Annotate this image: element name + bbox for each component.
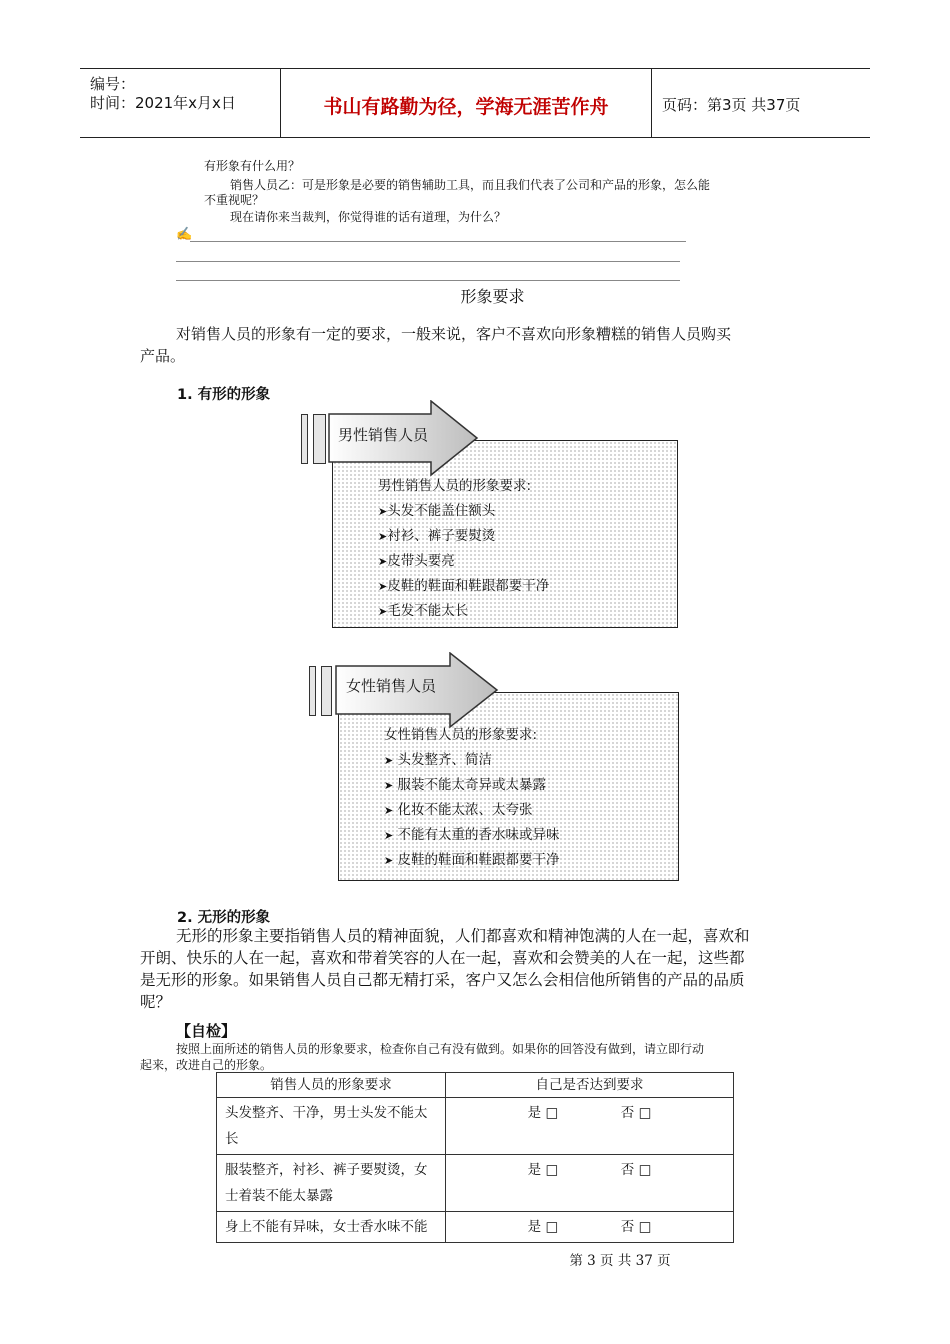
answer-cell <box>446 1098 734 1155</box>
bullet-arrow-icon: ➤ <box>384 779 394 792</box>
header-meta <box>80 69 281 137</box>
table-row <box>217 1155 734 1212</box>
answer-line[interactable] <box>176 261 680 262</box>
yes-checkbox[interactable]: 是 □ <box>527 1162 559 1178</box>
dialogue-line-1: 有形象有什么用？ <box>204 159 301 173</box>
list-item: ➤衬衫、裤子要熨烫 <box>378 528 496 544</box>
list-item: ➤ 头发整齐、简洁 <box>384 752 493 768</box>
bullet-arrow-icon: ➤ <box>378 530 388 543</box>
bullet-arrow-icon: ➤ <box>384 804 394 817</box>
dialogue-line-3: 现在请你来当裁判，你觉得谁的话有道理，为什么？ <box>230 210 507 224</box>
intangible-line-1: 无形的形象主要指销售人员的精神面貌，人们都喜欢和精神饱满的人在一起，喜欢和 <box>176 927 750 945</box>
list-item: ➤皮鞋的鞋面和鞋跟都要干净 <box>378 578 550 594</box>
number-label: 编号： <box>90 75 136 93</box>
pen-icon: ✍ <box>176 227 193 242</box>
page-header <box>80 68 870 138</box>
yes-checkbox[interactable]: 是 □ <box>527 1105 559 1121</box>
list-item: ➤毛发不能太长 <box>378 603 469 619</box>
bullet-arrow-icon: ➤ <box>378 605 388 618</box>
male-requirements-list <box>378 474 549 624</box>
requirement-cell: 头发整齐、干净，男士头发不能太 长 <box>217 1098 446 1155</box>
page-footer: 第 3 页 共 37 页 <box>569 1253 671 1269</box>
decor-bar <box>321 666 332 716</box>
decor-bar <box>313 414 326 464</box>
header-page-cell <box>652 69 870 137</box>
list-item: ➤ 皮鞋的鞋面和鞋跟都要干净 <box>384 852 560 868</box>
answer-cell <box>446 1212 734 1243</box>
answer-line[interactable] <box>176 280 680 281</box>
dialogue-line-2a: 销售人员乙：可是形象是必要的销售辅助工具，而且我们代表了公司和产品的形象，怎么能 <box>230 178 711 192</box>
table-header-row <box>217 1073 734 1098</box>
female-list-title: 女性销售人员的形象要求: <box>384 727 538 743</box>
column-header: 自己是否达到要求 <box>446 1073 734 1098</box>
decor-bar <box>309 666 316 716</box>
table-row <box>217 1212 734 1243</box>
motto: 书山有路勤为径，学海无涯苦作舟 <box>323 96 609 118</box>
date-label: 时间：2021年x月x日 <box>90 94 236 112</box>
male-arrow-label: 男性销售人员 <box>338 426 429 444</box>
tangible-heading: 1. 有形的形象 <box>177 387 271 403</box>
bullet-arrow-icon: ➤ <box>384 754 394 767</box>
column-header: 销售人员的形象要求 <box>217 1073 446 1098</box>
intro-line-1: 对销售人员的形象有一定的要求，一般来说，客户不喜欢向形象糟糕的销售人员购买 <box>176 325 732 343</box>
intangible-line-4: 呢？ <box>140 993 172 1011</box>
list-item: ➤头发不能盖住额头 <box>378 503 496 519</box>
bullet-arrow-icon: ➤ <box>378 555 388 568</box>
selfcheck-instruction-2: 起来，改进自己的形象。 <box>140 1058 273 1072</box>
intangible-line-3: 是无形的形象。如果销售人员自己都无精打采，客户又怎么会相信他所销售的产品的品质 <box>140 971 745 989</box>
female-arrow-label: 女性销售人员 <box>346 677 437 695</box>
male-list-title: 男性销售人员的形象要求: <box>378 478 532 494</box>
selfcheck-table <box>216 1072 734 1243</box>
page-label: 页码：第3页 共37页 <box>662 96 801 114</box>
bullet-arrow-icon: ➤ <box>378 580 388 593</box>
header-motto-cell <box>281 69 652 137</box>
answer-cell <box>446 1155 734 1212</box>
answer-line[interactable] <box>190 241 686 242</box>
no-checkbox[interactable]: 否 □ <box>620 1162 652 1178</box>
requirement-cell: 身上不能有异味，女士香水味不能 <box>217 1212 446 1243</box>
list-item: ➤ 不能有太重的香水味或异味 <box>384 827 560 843</box>
selfcheck-heading: 【自检】 <box>176 1022 237 1040</box>
intro-line-2: 产品。 <box>140 347 186 365</box>
yes-checkbox[interactable]: 是 □ <box>527 1219 559 1235</box>
requirement-cell: 服装整齐，衬衫、裤子要熨烫，女 士着装不能太暴露 <box>217 1155 446 1212</box>
selfcheck-instruction-1: 按照上面所述的销售人员的形象要求，检查你自己有没有做到。如果你的回答没有做到，请立即行动 <box>176 1042 705 1056</box>
list-item: ➤ 化妆不能太浓、太夸张 <box>384 802 533 818</box>
section-title: 形象要求 <box>460 287 525 306</box>
table-row <box>217 1098 734 1155</box>
bullet-arrow-icon: ➤ <box>384 829 394 842</box>
bullet-arrow-icon: ➤ <box>378 505 388 518</box>
intangible-heading: 2. 无形的形象 <box>177 910 271 926</box>
female-requirements-list <box>384 723 560 873</box>
list-item: ➤ 服装不能太奇异或太暴露 <box>384 777 547 793</box>
dialogue-line-2b: 不重视呢？ <box>204 193 265 207</box>
decor-bar <box>301 414 308 464</box>
intangible-line-2: 开朗、快乐的人在一起，喜欢和带着笑容的人在一起，喜欢和会赞美的人在一起，这些都 <box>140 949 745 967</box>
bullet-arrow-icon: ➤ <box>384 854 394 867</box>
list-item: ➤皮带头要亮 <box>378 553 455 569</box>
no-checkbox[interactable]: 否 □ <box>620 1219 652 1235</box>
no-checkbox[interactable]: 否 □ <box>620 1105 652 1121</box>
